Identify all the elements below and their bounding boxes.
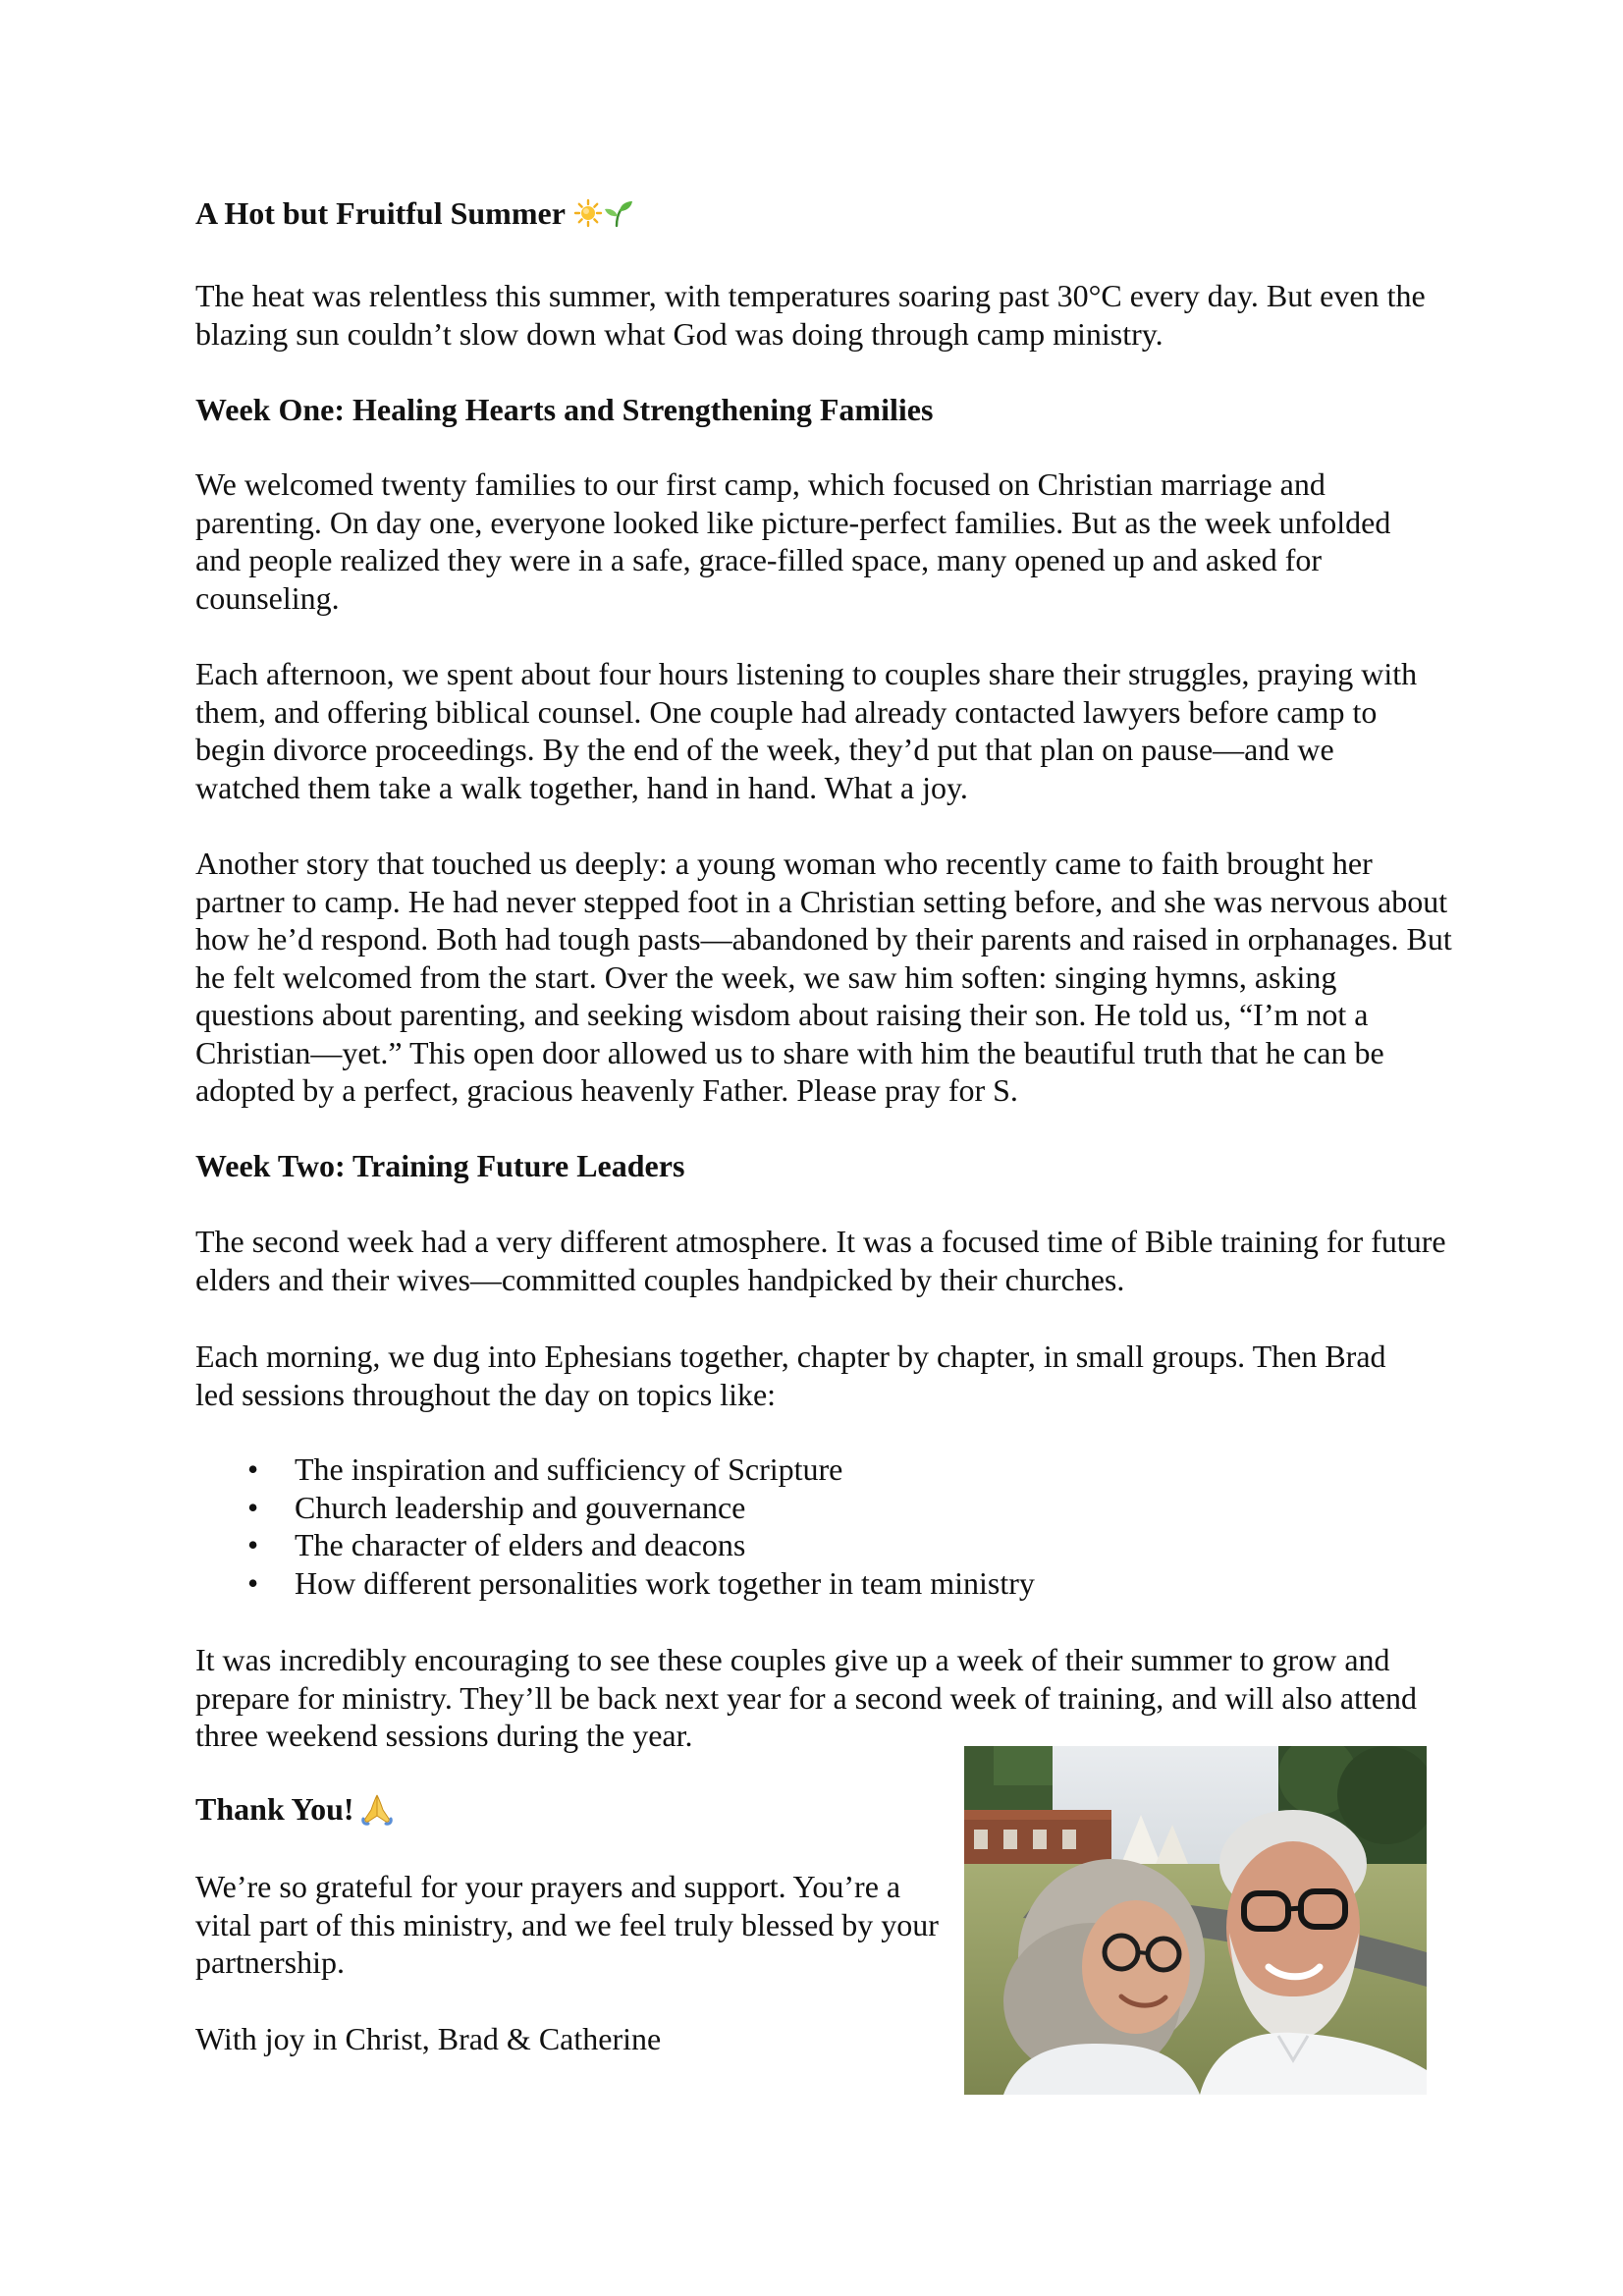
topics-list — [195, 1450, 1035, 1602]
week-one-paragraph: Each afternoon, we spent about four hours listening to couples share their struggles, praying with them, and offering biblical counsel. One couple had already contacted lawyers before camp to begin divorce proceedings. By the end of the week, they’d put that plan on pause—and we watched them take a walk together, hand in hand. What a joy. — [195, 656, 1418, 805]
signoff: With joy in Christ, Brad & Catherine — [195, 2021, 662, 2056]
sun-icon — [573, 198, 603, 228]
topic-text: Church leadership and gouvernance — [295, 1489, 746, 1525]
selfie-photo — [964, 1746, 1427, 2095]
list-item — [195, 1564, 1035, 1603]
title-icons — [573, 198, 633, 228]
topic-text: How different personalities work together in team ministry — [295, 1564, 1035, 1601]
week-two-heading: Week Two: Training Future Leaders — [195, 1148, 685, 1183]
bullet-icon: • — [247, 1451, 259, 1487]
thanks-paragraph: We’re so grateful for your prayers and support. You’re a vital part of this ministry, and we feel truly blessed by your partnership. — [195, 1869, 939, 1980]
week-one-paragraph: We welcomed twenty families to our first camp, which focused on Christian marriage and parenting. On day one, everyone looked like picture-perfect families. But as the week unfolded and people realized they were in a safe, grace-filled space, many opened up and asked for counseling. — [195, 466, 1391, 616]
bullet-icon: • — [247, 1527, 259, 1562]
week-one-paragraph: Another story that touched us deeply: a young woman who recently came to faith brought her partner to camp. He had never stepped foot in a Christian setting before, and she was nervous about how he’d respond. Both had tough pasts—abandoned by their parents and raised in orphanages. But he felt welcomed from the start. Over the week, we saw him soften: singing hymns, asking questions about parenting, and seeking wisdom about raising their son. He told us, “I’m not a Christian—yet.” This open door allowed us to share with him the beautiful truth that he can be adopted by a perfect, gracious heavenly Father. Please pray for S. — [195, 846, 1452, 1108]
list-item — [195, 1526, 1035, 1564]
list-item — [195, 1489, 1035, 1527]
praying-hands-icon — [360, 1792, 394, 1826]
week-two-paragraph: The second week had a very different atmosphere. It was a focused time of Bible training for future elders and their wives—committed couples handpicked by their churches. — [195, 1224, 1446, 1297]
photo-illustration — [964, 1746, 1427, 2095]
list-item — [195, 1450, 1035, 1489]
thanks-heading-text: Thank You! — [195, 1791, 354, 1827]
week-two-paragraph: Each morning, we dug into Ephesians together, chapter by chapter, in small groups. Then Brad led sessions throughout the day on topics like: — [195, 1339, 1386, 1412]
newsletter-title — [195, 194, 633, 233]
topic-text: The character of elders and deacons — [295, 1527, 746, 1562]
intro-paragraph: The heat was relentless this summer, with temperatures soaring past 30°C every day. But even the blazing sun couldn’t slow down what God was doing through camp ministry. — [195, 278, 1426, 352]
week-two-closing: It was incredibly encouraging to see these couples give up a week of their summer to grow and prepare for ministry. They’ll be back next year for a second week of training, and will also attend three weekend sessions during the year. — [195, 1642, 1417, 1753]
week-one-heading: Week One: Healing Hearts and Strengthening Families — [195, 392, 934, 427]
title-text: A Hot but Fruitful Summer — [195, 195, 566, 231]
topic-text: The inspiration and sufficiency of Scripture — [295, 1451, 843, 1487]
seedling-icon — [604, 198, 633, 228]
bullet-icon: • — [247, 1564, 259, 1601]
thanks-heading — [195, 1790, 394, 1829]
bullet-icon: • — [247, 1489, 259, 1525]
